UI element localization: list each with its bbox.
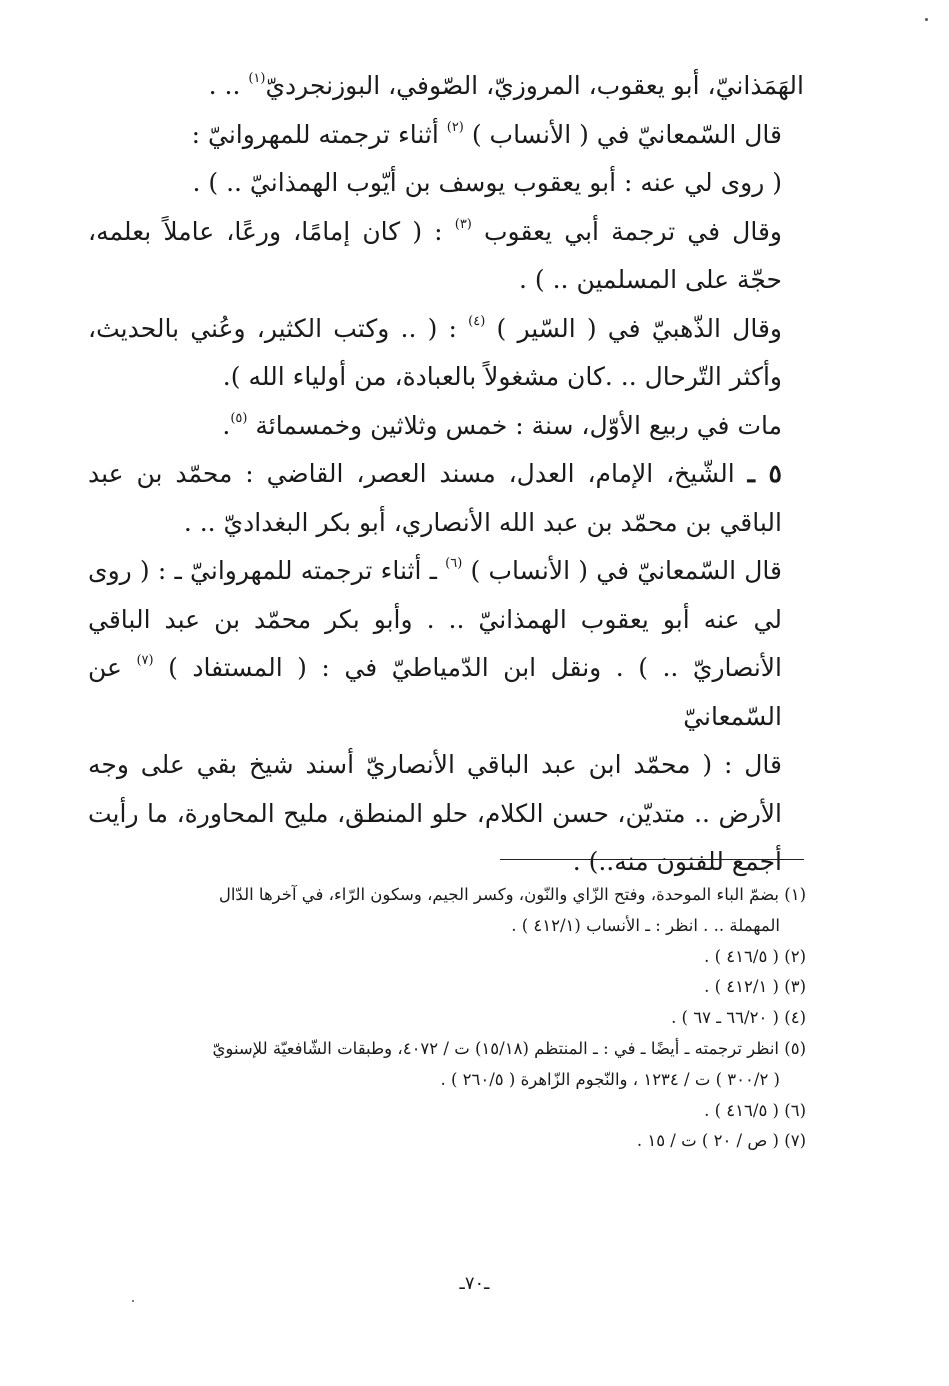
footnote-ref-5: (٥) <box>230 410 248 426</box>
paragraph-6: مات في ربيع الأوّل، سنة : خمس وثلاثين وخمسمائة $^{(٥)}$. <box>222 410 782 440</box>
footnote-ref-3: (٣) <box>454 216 472 232</box>
scan-speck <box>132 1300 134 1302</box>
paragraph-2: قال السّمعانيّ في ( الأنساب ) $^{(٢)}$ أثناء ترجمته للمهروانيّ : <box>191 119 782 149</box>
footnote-ref-4: (٤) <box>468 313 486 329</box>
footnote-ref-1: (١) <box>248 71 266 86</box>
footnote-4: (٤) ( ٦٦/٢٠ ـ ٦٧ ) . <box>671 1008 806 1028</box>
footnote-2: (٢) ( ٤١٦/٥ ) . <box>704 946 806 966</box>
footnote-3: (٣) ( ٤١٢/١ ) . <box>704 977 806 997</box>
scan-speck <box>925 18 928 21</box>
page-number: ـ٧٠ـ <box>459 1273 490 1294</box>
paragraph-3: ( روى لي عنه : أبو يعقوب يوسف بن أيّوب الهمذانيّ .. ) . <box>192 168 782 197</box>
footnote-ref-7: (٧) <box>136 653 154 668</box>
footnote-5-continuation: ( ٣٠٠/٢ ) ت / ١٢٣٤ ، والنّجوم الزّاهرة ( ٢٦٠/٥ ) . <box>440 1069 780 1089</box>
footnote-7: (٧) ( ص / ٢٠ ) ت / ١٥ . <box>636 1131 806 1151</box>
paragraph-5: وقال الذّهبيّ في ( السّير ) $^{(٤)}$ : ( .. وكتب الكثير، وعُني بالحديث، وأكثر التّرحال .. .كان مشغولاً بالعبادة، من أولياء الله ). <box>88 313 782 391</box>
footnote-ref-2: (٢) <box>446 119 464 135</box>
footnotes <box>90 880 806 1157</box>
footnote-separator <box>500 859 804 860</box>
footnote-5: (٥) انظر ترجمته ـ أيضًا ـ في : ـ المنتظم (١٥/١٨) ت / ٤٠٧٢، وطبقات الشّافعيّة للإسنويّ <box>212 1038 806 1058</box>
footnote-ref-6: (٦) <box>445 556 463 571</box>
footnote-1-continuation: المهملة .. . انظر : ـ الأنساب (٤١٢/١ ) . <box>511 915 780 935</box>
footnote-6: (٦) ( ٤١٦/٥ ) . <box>704 1100 806 1120</box>
paragraph-7-entry: ٥ ـ الشّيخ، الإمام، العدل، مسند العصر، القاضي : محمّد بن عبد الباقي بن محمّد بن عبد الله الأنصاري، أبو بكر البغداديّ .. . <box>88 459 782 537</box>
main-text <box>88 62 804 887</box>
paragraph-8: قال السّمعانيّ في ( الأنساب ) $^{(٦)}$ ـ أثناء ترجمته للمهروانيّ ـ : ( روى لي عنه أبو يعقوب الهمذانيّ .. . وأبو بكر محمّد بن عبد الباقي الأنصاريّ .. ) . ونقل ابن الدّمياطيّ في : ( المستفاد ) $^{(٧)}$ عن السّمعانيّ <box>88 556 782 731</box>
paragraph-9: قال : ( محمّد ابن عبد الباقي الأنصاريّ أسند شيخ بقي على وجه الأرض .. متديّن، حسن الكلام، حلو المنطق، مليح المحاورة، ما رأيت أجمع للفنون منه..) . <box>88 750 782 876</box>
entry-number: ٥ ـ <box>747 459 782 488</box>
paragraph-4: وقال في ترجمة أبي يعقوب $^{(٣)}$ : ( كان إمامًا، ورعًا، عاملاً بعلمه، حجّة على المسلمين .. ) . <box>88 216 782 294</box>
paragraph-1: الهَمَذانيّ، أبو يعقوب، المروزيّ، الصّوفي، البوزنجرديّ$^{(١)}$ .. . <box>208 71 804 100</box>
footnote-1: (١) بضمّ الباء الموحدة، وفتح الزّاي والنّون، وكسر الجيم، وسكون الرّاء، في آخرها الدّال <box>218 885 806 904</box>
